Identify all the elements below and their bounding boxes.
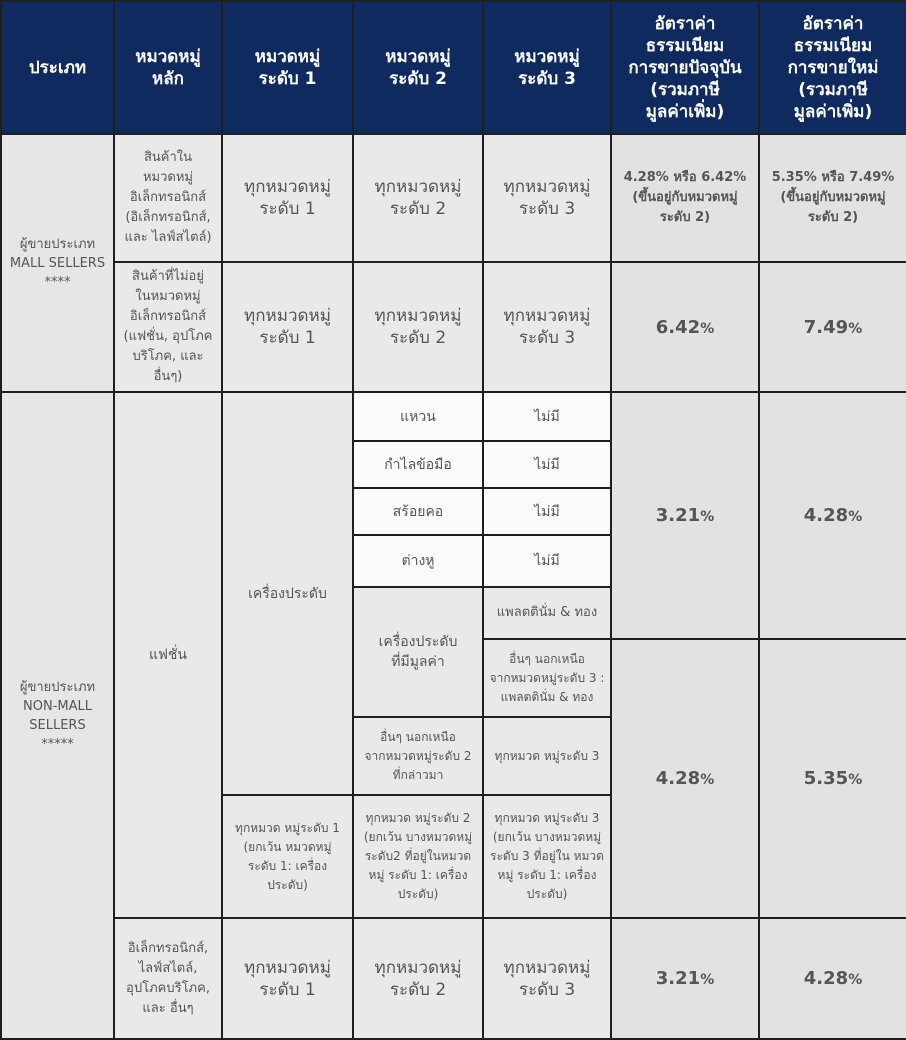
level2-all-except: ทุกหมวด หมู่ระดับ 2 (ยกเว้น บางหมวดหมู่ ระดับ2 ที่อยู่ในหมวด หมู่ ระดับ 1: เครื่อง ประดับ) — [353, 795, 483, 918]
rate-value: 3.21 — [655, 505, 701, 526]
header-level-3: หมวดหมู่ ระดับ 3 — [483, 1, 611, 134]
table-row — [1, 134, 906, 262]
current-rate-cell — [611, 392, 759, 639]
level1-cell: ทุกหมวดหมู่ ระดับ 1 — [222, 134, 353, 262]
main-category-fashion: แฟชั่น — [114, 392, 222, 918]
new-rate-cell: 5.35% หรือ 7.49% (ขึ้นอยู่กับหมวดหมู่ ระดับ 2) — [759, 134, 906, 262]
header-level-1: หมวดหมู่ ระดับ 1 — [222, 1, 353, 134]
current-rate-cell — [611, 918, 759, 1039]
level2-earring: ต่างหู — [353, 535, 483, 587]
level2-cell: ทุกหมวดหมู่ ระดับ 2 — [353, 918, 483, 1039]
level1-all-except: ทุกหมวด หมู่ระดับ 1 (ยกเว้น หมวดหมู่ ระดับ 1: เครื่อง ประดับ) — [222, 795, 353, 918]
header-row — [1, 1, 906, 134]
percent-sign: % — [848, 972, 863, 988]
nonmall-group-label: ผู้ขายประเภท NON-MALL SELLERS ***** — [1, 392, 114, 1039]
rate-value: 4.28 — [655, 768, 701, 789]
level3-cell: ทุกหมวดหมู่ ระดับ 3 — [483, 262, 611, 392]
rate-value: 5.35 — [803, 768, 849, 789]
percent-sign: % — [700, 972, 715, 988]
level1-cell: ทุกหมวดหมู่ ระดับ 1 — [222, 918, 353, 1039]
new-rate-cell — [759, 262, 906, 392]
level2-cell: ทุกหมวดหมู่ ระดับ 2 — [353, 134, 483, 262]
header-type: ประเภท — [1, 1, 114, 134]
percent-sign: % — [848, 772, 863, 788]
level3-none: ไม่มี — [483, 488, 611, 535]
header-level-2: หมวดหมู่ ระดับ 2 — [353, 1, 483, 134]
level3-all: ทุกหมวด หมู่ระดับ 3 — [483, 717, 611, 795]
new-rate-cell — [759, 392, 906, 639]
rate-value: 3.21 — [655, 968, 701, 989]
level3-none: ไม่มี — [483, 441, 611, 488]
level2-bracelet: กำไลข้อมือ — [353, 441, 483, 488]
current-rate-cell — [611, 262, 759, 392]
mall-group-label: ผู้ขายประเภท MALL SELLERS **** — [1, 134, 114, 392]
main-category-cell: สินค้าใน หมวดหมู่ อิเล็กทรอนิกส์ (อิเล็กทรอนิกส์, และ ไลฟ์สไตล์) — [114, 134, 222, 262]
rate-value: 4.28 — [803, 505, 849, 526]
main-category-cell: สินค้าที่ไม่อยู่ ในหมวดหมู่ อิเล็กทรอนิกส์ (แฟชั่น, อุปโภค บริโภค, และ อื่นๆ) — [114, 262, 222, 392]
main-category-electronics-lifestyle: อิเล็กทรอนิกส์, ไลฟ์สไตล์, อุปโภคบริโภค, และ อื่นๆ — [114, 918, 222, 1039]
level3-cell: ทุกหมวดหมู่ ระดับ 3 — [483, 918, 611, 1039]
level2-valuable-jewelry: เครื่องประดับ ที่มีมูลค่า — [353, 587, 483, 717]
level3-none: ไม่มี — [483, 535, 611, 587]
percent-sign: % — [700, 320, 715, 337]
current-rate-cell — [611, 639, 759, 918]
level3-all-except: ทุกหมวด หมู่ระดับ 3 (ยกเว้น บางหมวดหมู่ ระดับ 3 ที่อยู่ใน หมวด หมู่ ระดับ 1: เครื่อง ประดับ) — [483, 795, 611, 918]
level3-none: ไม่มี — [483, 392, 611, 441]
percent-sign: % — [848, 509, 863, 525]
table-row — [1, 918, 906, 1039]
level2-necklace: สร้อยคอ — [353, 488, 483, 535]
rate-value: 7.49 — [803, 316, 849, 338]
rate-value: 6.42 — [655, 316, 701, 338]
header-current-rate: อัตราค่า ธรรมเนียม การขายปัจจุบัน (รวมภาษี มูลค่าเพิ่ม) — [611, 1, 759, 134]
percent-sign: % — [700, 509, 715, 525]
current-rate-cell: 4.28% หรือ 6.42% (ขึ้นอยู่กับหมวดหมู่ ระดับ 2) — [611, 134, 759, 262]
table-row — [1, 262, 906, 392]
rate-value: 4.28 — [803, 968, 849, 989]
header-new-rate: อัตราค่า ธรรมเนียม การขายใหม่ (รวมภาษี มูลค่าเพิ่ม) — [759, 1, 906, 134]
level3-cell: ทุกหมวดหมู่ ระดับ 3 — [483, 134, 611, 262]
level1-cell: ทุกหมวดหมู่ ระดับ 1 — [222, 262, 353, 392]
level2-other: อื่นๆ นอกเหนือ จากหมวดหมู่ระดับ 2 ที่กล่าวมา — [353, 717, 483, 795]
percent-sign: % — [848, 320, 863, 337]
new-rate-cell — [759, 918, 906, 1039]
level2-ring: แหวน — [353, 392, 483, 441]
table-row — [1, 392, 906, 441]
header-main-category: หมวดหมู่ หลัก — [114, 1, 222, 134]
level2-cell: ทุกหมวดหมู่ ระดับ 2 — [353, 262, 483, 392]
new-rate-cell — [759, 639, 906, 918]
level3-platinum-gold: แพลตตินั่ม & ทอง — [483, 587, 611, 639]
level1-jewelry: เครื่องประดับ — [222, 392, 353, 795]
level3-other: อื่นๆ นอกเหนือ จากหมวดหมู่ระดับ 3 : แพลตตินั่ม & ทอง — [483, 639, 611, 717]
percent-sign: % — [700, 772, 715, 788]
